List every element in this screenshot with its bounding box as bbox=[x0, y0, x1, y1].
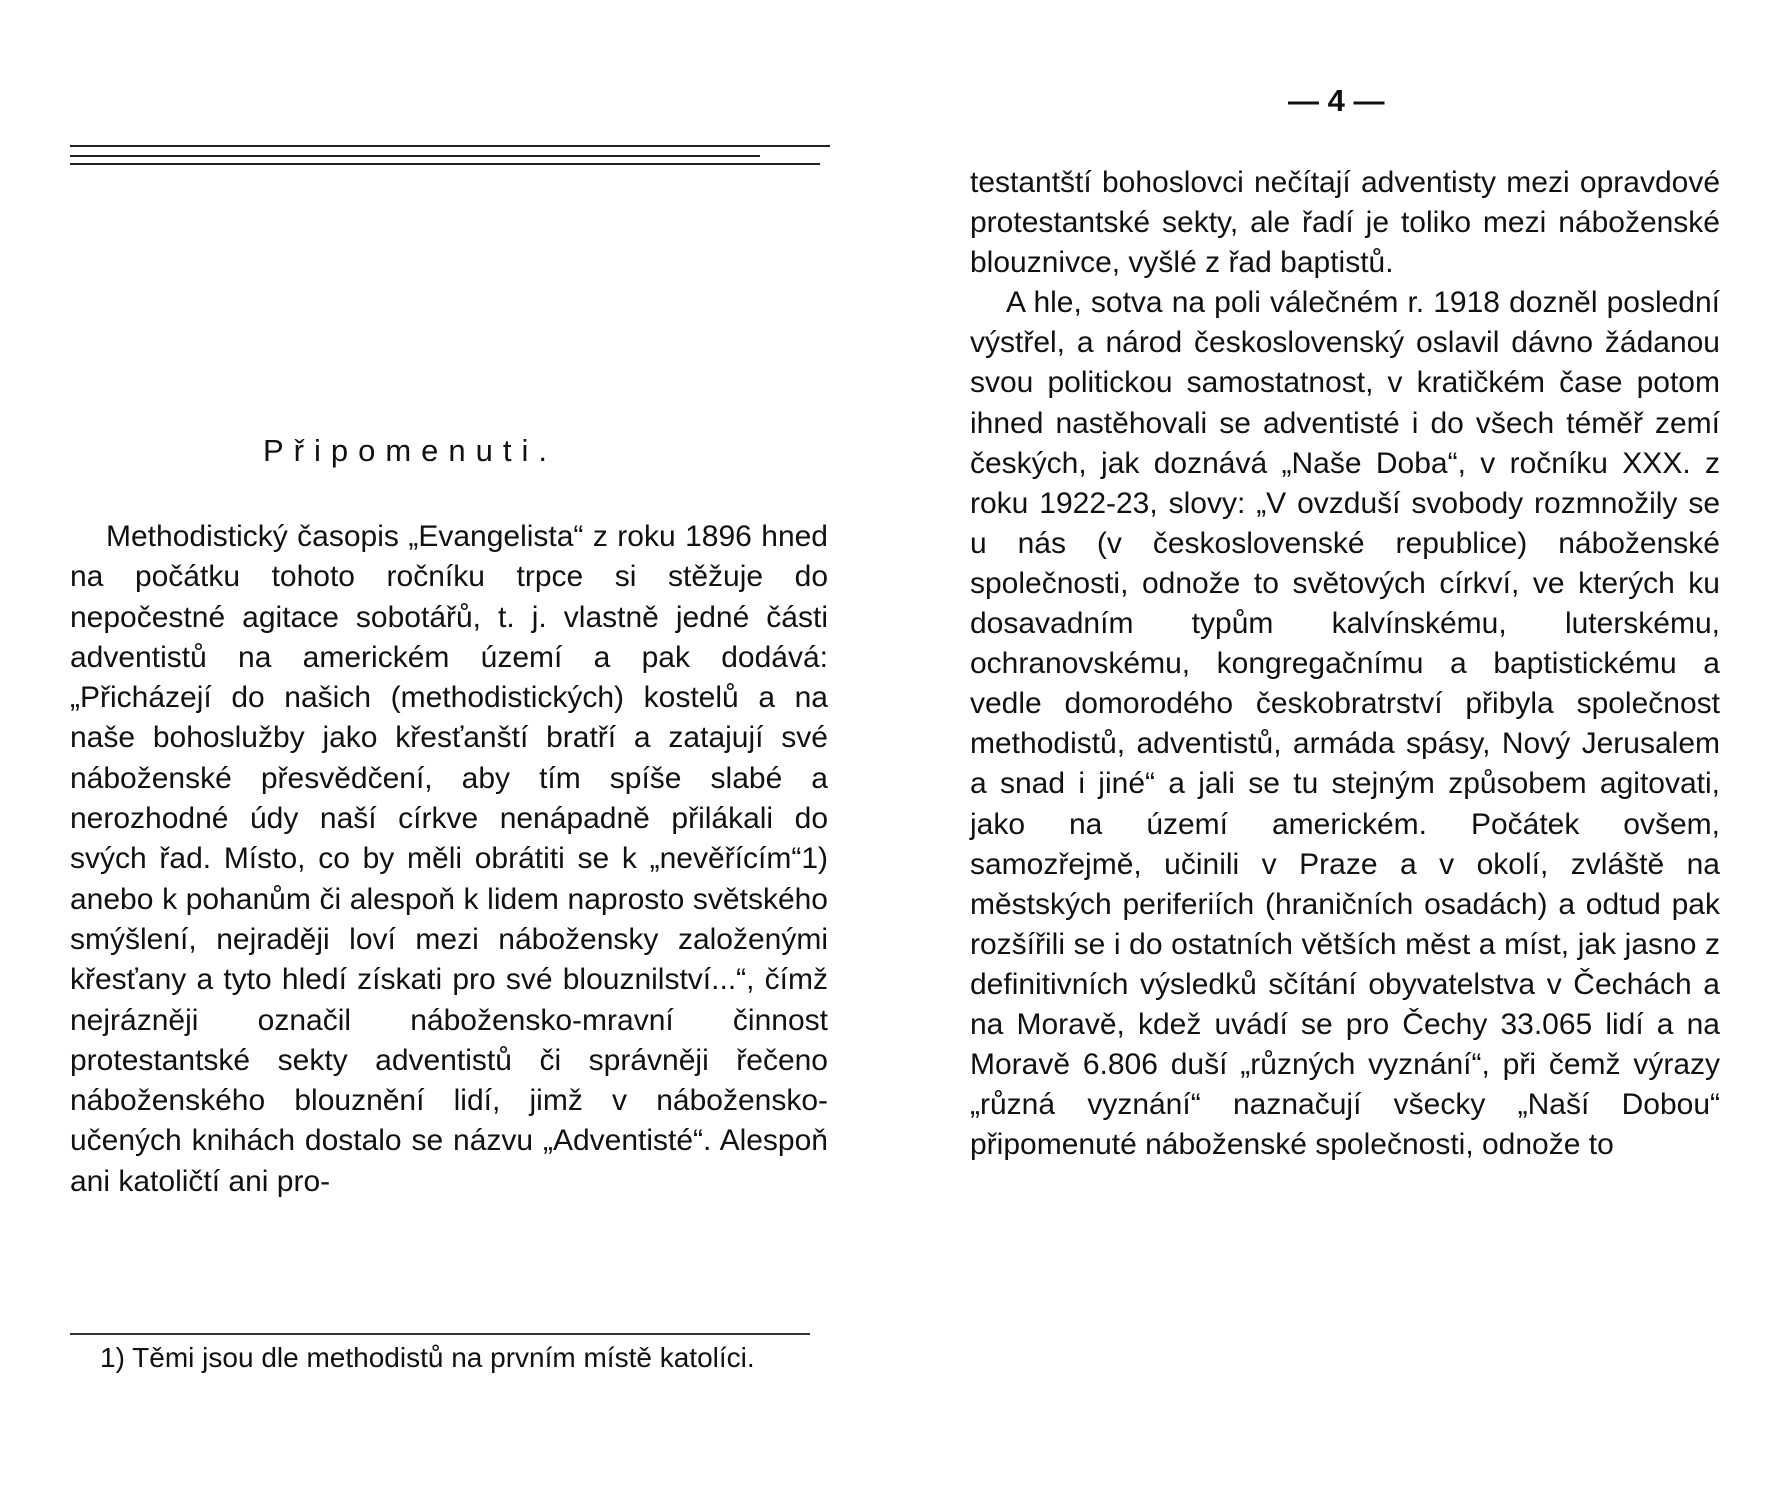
footnote-divider bbox=[70, 1333, 810, 1335]
left-body-text bbox=[70, 517, 828, 1202]
decorative-rule bbox=[70, 145, 830, 185]
page-title: Připomenuti. bbox=[262, 433, 558, 468]
right-body-text bbox=[970, 163, 1720, 1165]
right-paragraph-1: testantští bohoslovci nečítají adventisty mezi opravdové protestantské sekty, ale řadí je toliko mezi náboženské blouznivce, vyšlé z řad baptistů. bbox=[970, 166, 1720, 280]
left-paragraph: Methodistický časopis „Evangelista“ z roku 1896 hned na počátku tohoto ročníku trpce si stěžuje do nepočestné agitace sobotářů, t. j. vlastně jedné části adventistů na americkém území a pak dodává: „Přicházejí do našich (methodistických) kostelů a na naše bohoslužby jako křesťanští bratří a zatajují své náboženské přesvědčení, aby tím spíše slabé a nerozhodné údy naší církve nenápadně přilákali do svých řad. Místo, co by měli obrátiti se k „nevěřícím“1) anebo k pohanům či alespoň k lidem naprosto světského smýšlení, nejraději loví mezi nábožensky založenými křesťany a tyto hledí získati pro své blouznilství...“, čímž nejrázněji označil nábožensko-mravní činnost protestantské sekty adventistů či správněji řečeno náboženského blouznění lidí, jimž v nábožensko-učených knihách dostalo se názvu „Adventisté“. Alespoň ani katoličtí ani pro- bbox=[70, 520, 828, 1198]
footnote bbox=[70, 1340, 828, 1375]
page-number: — 4 — bbox=[1288, 83, 1385, 118]
footnote-text: 1) Těmi jsou dle methodistů na prvním místě katolíci. bbox=[100, 1342, 755, 1373]
right-paragraph-2: A hle, sotva na poli válečném r. 1918 dozněl poslední výstřel, a národ československý oslavil dávno žádanou svou politickou samostatnost, v kratičkém čase potom ihned nastěhovali se adventisté i do všech téměř zemí českých, jak doznává „Naše Doba“, v ročníku XXX. z roku 1922-23, slovy: „V ovzduší svobody rozmnožily se u nás (v československé republice) náboženské společnosti, odnože to světových církví, ve kterých ku dosavadním typům kalvínskému, luterskému, ochranovskému, kongregačnímu a baptistickému a vedle domorodého českobratrství přibyla společnost methodistů, adventistů, armáda spásy, Nový Jerusalem a snad i jiné“ a jali se tu stejným způsobem agitovati, jako na území americkém. Počátek ovšem, samozřejmě, učinili v Praze a v okolí, zvláště na městských periferiích (hraničních osadách) a odtud pak rozšířili se i do ostatních větších měst a míst, jak jasno z definitivních výsledků sčítání obyvatelstva v Čechách a na Moravě, kdež uvádí se pro Čechy 33.065 lidí a na Moravě 6.806 duší „různých vyznání“, při čemž výrazy „různá vyznání“ naznačují všecky „Naší Dobou“ připomenuté náboženské společnosti, odnože to bbox=[970, 286, 1720, 1162]
right-page bbox=[892, 0, 1784, 1500]
